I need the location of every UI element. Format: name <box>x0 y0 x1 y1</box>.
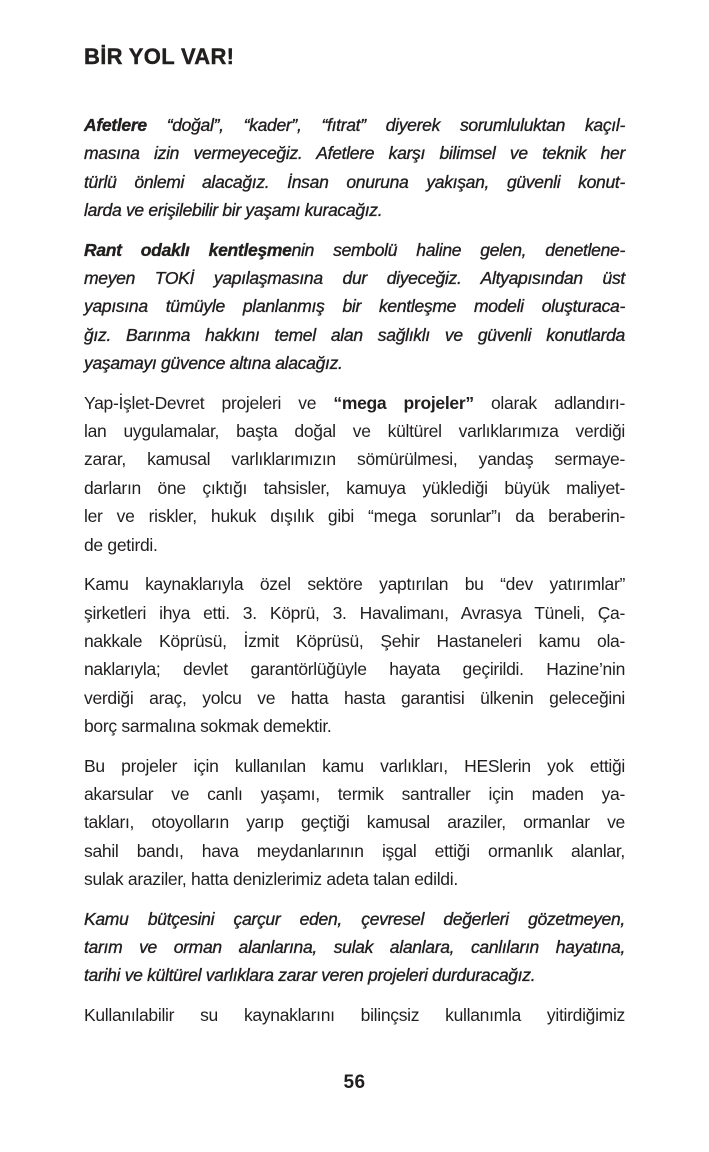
text-line <box>84 321 625 349</box>
text-segment: de getirdi. <box>84 534 158 555</box>
text-line <box>84 808 625 836</box>
paragraph <box>84 389 625 559</box>
text-segment: şirketleri ihya etti. 3. Köprü, 3. Havalimanı, Avrasya Tüneli, Ça- <box>84 602 625 623</box>
text-segment: borç sarmalına sokmak demektir. <box>84 716 332 737</box>
paragraph <box>84 111 625 225</box>
text-line <box>84 599 625 627</box>
text-segment: lan uygulamalar, başta doğal ve kültürel varlıklarımıza verdiği <box>84 421 625 442</box>
text-line <box>84 196 625 224</box>
text-segment: nakkale Köprüsü, İzmit Köprüsü, Şehir Hastaneleri kamu ola- <box>84 630 625 651</box>
text-line <box>84 684 625 712</box>
text-line <box>84 905 625 933</box>
text-line <box>84 712 625 740</box>
text-line <box>84 752 625 780</box>
text-line <box>84 627 625 655</box>
text-line <box>84 531 625 559</box>
page-title: BİR YOL VAR! <box>84 44 235 69</box>
text-line <box>84 933 625 961</box>
text-line <box>84 865 625 893</box>
text-segment: ğız. Barınma hakkını temel alan sağlıklı ve güvenli konutlarda <box>84 324 625 345</box>
paragraph <box>84 1001 625 1029</box>
text-line <box>84 417 625 445</box>
body-text <box>84 111 625 1040</box>
paragraph <box>84 570 625 740</box>
text-segment: naklarıyla; devlet garantörlüğüyle hayata geçirildi. Hazine’nin <box>84 659 625 680</box>
text-line <box>84 349 625 377</box>
text-segment: yapısına tümüyle planlanmış bir kentleşme modeli oluşturaca- <box>84 296 625 317</box>
text-line <box>84 292 625 320</box>
text-line <box>84 474 625 502</box>
text-segment: Bu projeler için kullanılan kamu varlıkları, HESlerin yok ettiği <box>84 755 625 776</box>
text-segment: verdiği araç, yolcu ve hatta hasta garantisi ülkenin geleceğini <box>84 687 625 708</box>
paragraph <box>84 236 625 378</box>
text-segment: tarım ve orman alanlarına, sulak alanlara, canlıların hayatına, <box>84 936 625 957</box>
text-segment: zarar, kamusal varlıklarımızın sömürülmesi, yandaş sermaye- <box>84 449 625 470</box>
text-segment: türlü önlemi alacağız. İnsan onuruna yakışan, güvenli konut- <box>84 171 625 192</box>
text-segment: nin sembolü haline gelen, denetlene- <box>291 239 625 260</box>
text-segment: sahil bandı, hava meydanlarının işgal ettiği ormanlık alanlar, <box>84 840 625 861</box>
text-segment: Kamu bütçesini çarçur eden, çevresel değerleri gözetmeyen, <box>84 908 625 929</box>
text-line <box>84 655 625 683</box>
page-number: 56 <box>343 1072 366 1093</box>
text-segment: olarak adlandırı- <box>473 392 625 413</box>
text-line <box>84 236 625 264</box>
text-segment: sulak araziler, hatta denizlerimiz adeta talan edildi. <box>84 869 458 890</box>
text-segment: meyen TOKİ yapılaşmasına dur diyeceğiz. Altyapısından üst <box>84 268 625 289</box>
text-segment: Kamu kaynaklarıyla özel sektöre yaptırılan bu “dev yatırımlar” <box>84 574 625 595</box>
text-line <box>84 780 625 808</box>
text-line <box>84 445 625 473</box>
text-segment: takları, otoyolların yarıp geçtiği kamusal araziler, ormanlar ve <box>84 812 625 833</box>
text-line <box>84 389 625 417</box>
text-line <box>84 961 625 989</box>
paragraph <box>84 905 625 990</box>
text-line <box>84 502 625 530</box>
text-segment: ler ve riskler, hukuk dışılık gibi “mega sorunlar”ı da beraberin- <box>84 506 625 527</box>
text-line <box>84 168 625 196</box>
text-segment: darların öne çıktığı tahsisler, kamuya yüklediği büyük maliyet- <box>84 477 625 498</box>
text-segment: yaşamayı güvence altına alacağız. <box>84 353 343 374</box>
text-segment: tarihi ve kültürel varlıklara zarar veren projeleri durduracağız. <box>84 965 536 986</box>
text-segment: masına izin vermeyeceğiz. Afetlere karşı bilimsel ve teknik her <box>84 143 625 164</box>
paragraph <box>84 752 625 894</box>
text-segment: larda ve erişilebilir bir yaşamı kuracağız. <box>84 200 383 221</box>
text-segment: “doğal”, “kader”, “fıtrat” diyerek sorumluluktan kaçıl- <box>146 115 625 135</box>
text-line <box>84 837 625 865</box>
text-segment: Kullanılabilir su kaynaklarını bilinçsiz kullanımla yitirdiğimiz <box>84 1004 625 1025</box>
text-segment: Yap-İşlet-Devret projeleri ve <box>84 392 334 413</box>
text-line <box>84 1001 625 1029</box>
emphasized-text: Afetlere <box>84 115 147 135</box>
text-segment: akarsular ve canlı yaşamı, termik santraller için maden ya- <box>84 783 625 804</box>
text-line <box>84 111 625 139</box>
emphasized-text: “mega projeler” <box>333 392 474 413</box>
emphasized-text: Rant odaklı kentleşme <box>84 239 292 260</box>
text-line <box>84 264 625 292</box>
text-line <box>84 139 625 167</box>
text-line <box>84 570 625 598</box>
